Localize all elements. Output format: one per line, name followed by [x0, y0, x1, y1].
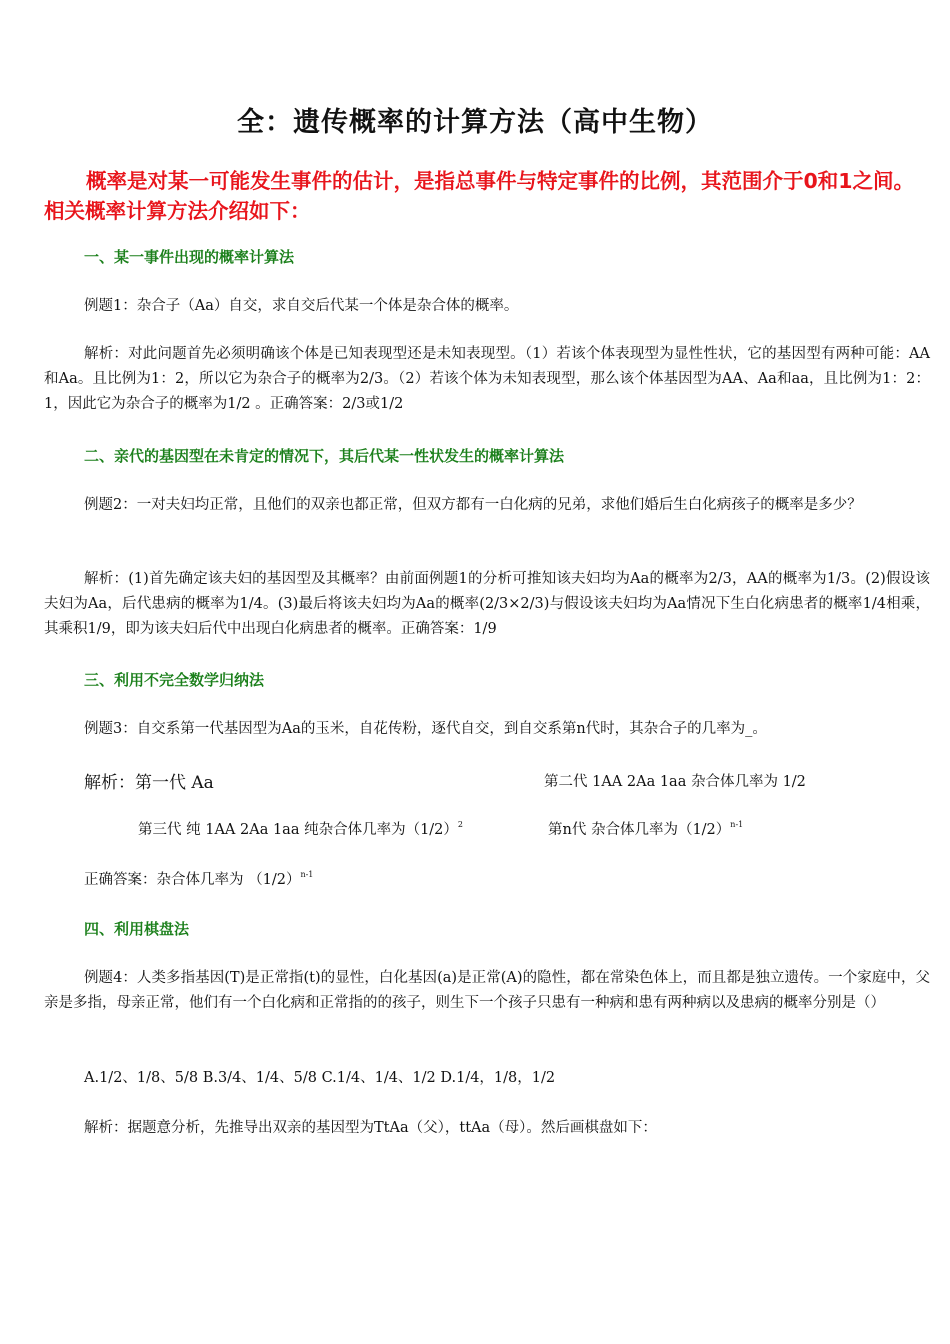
section-1-example: 例题1：杂合子（Aa）自交，求自交后代某一个体是杂合体的概率。 [84, 298, 519, 314]
section-4-example: 例题4：人类多指基因(T)是正常指(t)的显性，白化基因(a)是正常(A)的隐性，都在常染色体上，而且都是独立遗传。一个家庭中，父亲是多指，母亲正常，他们有一个白化病和正常指的的孩子，则生下一个孩子只患有一种病和患有两种病以及患病的概率分别是（） [44, 970, 930, 1011]
generation-2-line: 第二代 1AA 2Aa 1aa 杂合体几率为 1/2 [544, 774, 806, 790]
section-3-example: 例题3：自交系第一代基因型为Aa的玉米，自花传粉，逐代自交，到自交系第n代时，其杂合子的几率为_。 [84, 721, 767, 737]
section-4-analysis: 解析：据题意分析，先推导出双亲的基因型为TtAa（父），ttAa（母）。然后画棋盘如下： [84, 1120, 657, 1136]
section-2-example: 例题2：一对夫妇均正常，且他们的双亲也都正常，但双方都有一白化病的兄弟，求他们婚后生白化病孩子的概率是多少？ [84, 497, 862, 513]
section-4-heading: 四、利用棋盘法 [84, 920, 190, 938]
section-1-analysis: 解析：对此问题首先必须明确该个体是已知表现型还是未知表现型。（1）若该个体表现型为显性性状，它的基因型有两种可能：AA和Aa。且比例为1：2，所以它为杂合子的概率为2/3。（2）若该个体为未知表现型，那么该个体基因型为AA、Aa和aa，且比例为1：2：1，因此它为杂合子的概率为1/2 。正确答案：2/3或1/2 [44, 346, 930, 412]
intro-paragraph: 概率是对某一可能发生事件的估计，是指总事件与特定事件的比例，其范围介于0和1之间。相关概率计算方法介绍如下： [44, 169, 915, 223]
page-title: 全：遗传概率的计算方法（高中生物） [237, 107, 713, 138]
generation-3-exponent: 2 [457, 820, 463, 829]
section-2-heading: 二、亲代的基因型在未肯定的情况下，其后代某一性状发生的概率计算法 [84, 447, 565, 465]
generation-3-text: 第三代 纯 1AA 2Aa 1aa 纯杂合体几率为（1/2） [138, 822, 458, 838]
generation-3-line [138, 818, 463, 839]
answer-options: A.1/2、1/8、5/8 B.3/4、1/4、5/8 C.1/4、1/4、1/2 D.1/4，1/8，1/2 [84, 1070, 556, 1086]
section-3-heading: 三、利用不完全数学归纳法 [84, 671, 265, 689]
section-1-heading: 一、某一事件出现的概率计算法 [84, 248, 295, 266]
generation-1-line: 解析：第一代 Aa [84, 773, 214, 793]
answer-exponent: n-1 [300, 870, 314, 879]
section-2-analysis: 解析：(1)首先确定该夫妇的基因型及其概率？由前面例题1的分析可推知该夫妇均为Aa的概率为2/3，AA的概率为1/3。(2)假设该夫妇为Aa，后代患病的概率为1/4。(3)最后将该夫妇均为Aa的概率(2/3×2/3)与假设该夫妇均为Aa情况下生白化病患者的概率1/4相乘，其乘积1/9，即为该夫妇后代中出现白化病患者的概率。正确答案：1/9 [44, 571, 930, 637]
generation-n-line [548, 818, 743, 839]
section-3-answer [84, 868, 313, 889]
answer-text: 正确答案：杂合体几率为 （1/2） [84, 872, 301, 888]
generation-n-exponent: n-1 [730, 820, 744, 829]
generation-n-text: 第n代 杂合体几率为（1/2） [548, 822, 731, 838]
